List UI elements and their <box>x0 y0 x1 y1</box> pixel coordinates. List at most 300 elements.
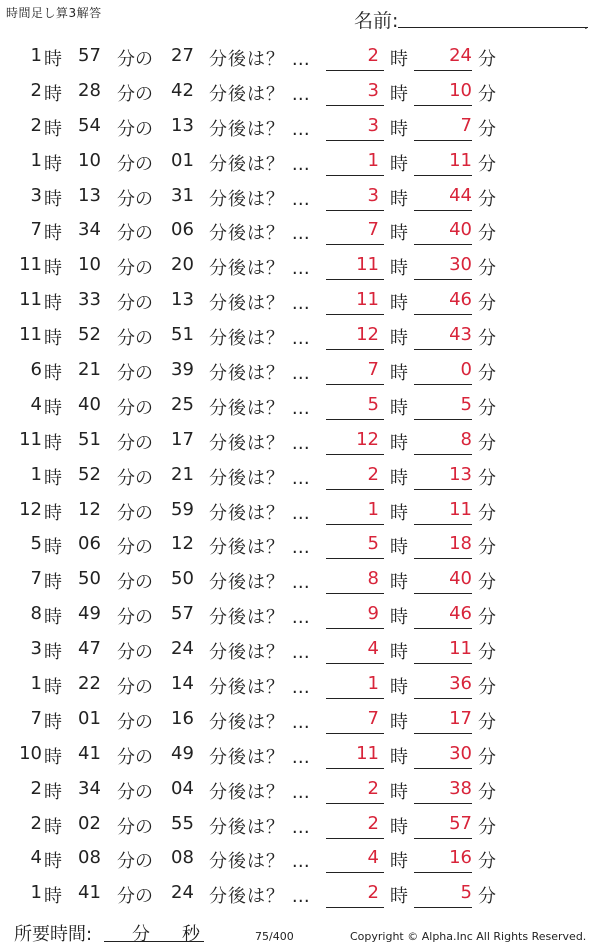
answer-minute-line[interactable] <box>414 907 472 908</box>
problem-row <box>0 214 600 249</box>
answer-hour-line[interactable] <box>326 175 384 176</box>
minutes-later-label: 分後は？ … <box>209 816 311 838</box>
answer-hour-line[interactable] <box>326 907 384 908</box>
copyright-text: Copyright © Alpha.Inc All Rights Reserved. <box>350 930 587 943</box>
answer-minute-line[interactable] <box>414 384 472 385</box>
answer-hour: 8 <box>367 568 379 590</box>
answer-hour-unit: 時 <box>390 83 408 105</box>
hour-unit: 時 <box>44 467 62 489</box>
minutes-later-label: 分後は？ … <box>209 467 311 489</box>
start-minute: 28 <box>78 79 101 101</box>
answer-minute-line[interactable] <box>414 105 472 106</box>
answer-hour-line[interactable] <box>326 70 384 71</box>
hour-unit: 時 <box>44 502 62 524</box>
added-minutes: 20 <box>171 254 194 276</box>
problem-row <box>0 110 600 145</box>
answer-hour-line[interactable] <box>326 210 384 211</box>
answer-hour: 12 <box>356 428 379 450</box>
hour-unit: 時 <box>44 432 62 454</box>
minute-of-label: 分の <box>117 188 153 210</box>
start-minute: 52 <box>78 463 101 485</box>
answer-minute: 57 <box>449 812 472 834</box>
minute-of-label: 分の <box>117 153 153 175</box>
answer-hour-line[interactable] <box>326 349 384 350</box>
answer-minute-line[interactable] <box>414 838 472 839</box>
answer-minute: 16 <box>449 847 472 869</box>
answer-minute-line[interactable] <box>414 628 472 629</box>
start-hour: 12 <box>19 498 42 520</box>
added-minutes: 59 <box>171 498 194 520</box>
answer-hour-line[interactable] <box>326 698 384 699</box>
added-minutes: 24 <box>171 638 194 660</box>
minutes-later-label: 分後は？ … <box>209 293 311 315</box>
answer-minute-line[interactable] <box>414 175 472 176</box>
start-hour: 11 <box>19 254 42 276</box>
answer-hour-unit: 時 <box>390 363 408 385</box>
answer-minute-unit: 分 <box>478 642 496 664</box>
start-hour: 7 <box>30 219 42 241</box>
answer-hour-unit: 時 <box>390 537 408 559</box>
answer-hour-unit: 時 <box>390 607 408 629</box>
answer-hour-line[interactable] <box>326 419 384 420</box>
start-hour: 3 <box>30 184 42 206</box>
problem-row <box>0 773 600 808</box>
added-minutes: 16 <box>171 707 194 729</box>
answer-hour-line[interactable] <box>326 384 384 385</box>
answer-minute-line[interactable] <box>414 524 472 525</box>
answer-minute-unit: 分 <box>478 223 496 245</box>
added-minutes: 12 <box>171 533 194 555</box>
problem-row <box>0 877 600 912</box>
problem-row <box>0 738 600 773</box>
minutes-later-label: 分後は？ … <box>209 188 311 210</box>
minutes-later-label: 分後は？ … <box>209 432 311 454</box>
start-hour: 7 <box>30 568 42 590</box>
minutes-later-label: 分後は？ … <box>209 118 311 140</box>
answer-hour: 2 <box>367 777 379 799</box>
answer-minute-line[interactable] <box>414 663 472 664</box>
answer-hour-unit: 時 <box>390 572 408 594</box>
hour-unit: 時 <box>44 572 62 594</box>
start-minute: 57 <box>78 45 101 66</box>
answer-hour: 5 <box>367 533 379 555</box>
problem-row <box>0 180 600 215</box>
hour-unit: 時 <box>44 328 62 350</box>
answer-minute-unit: 分 <box>478 851 496 873</box>
answer-hour-unit: 時 <box>390 293 408 315</box>
name-field-line[interactable] <box>398 27 588 28</box>
answer-minute-unit: 分 <box>478 816 496 838</box>
answer-minute-unit: 分 <box>478 711 496 733</box>
answer-minute-line[interactable] <box>414 698 472 699</box>
added-minutes: 17 <box>171 428 194 450</box>
answer-hour-line[interactable] <box>326 524 384 525</box>
answer-minute-line[interactable] <box>414 768 472 769</box>
hour-unit: 時 <box>44 258 62 280</box>
answer-hour-line[interactable] <box>326 838 384 839</box>
answer-hour: 1 <box>367 673 379 695</box>
start-minute: 33 <box>78 289 101 311</box>
start-minute: 50 <box>78 568 101 590</box>
answer-hour: 2 <box>367 463 379 485</box>
minute-of-label: 分の <box>117 328 153 350</box>
name-end-mark: . <box>584 18 588 32</box>
answer-minute-line[interactable] <box>414 558 472 559</box>
start-hour: 10 <box>19 742 42 764</box>
answer-hour-unit: 時 <box>390 153 408 175</box>
minute-of-label: 分の <box>117 886 153 908</box>
added-minutes: 51 <box>171 324 194 346</box>
answer-minute: 10 <box>449 79 472 101</box>
answer-minute-unit: 分 <box>478 502 496 524</box>
time-required-label: 所要時間: <box>14 924 93 945</box>
hour-unit: 時 <box>44 188 62 210</box>
added-minutes: 50 <box>171 568 194 590</box>
start-hour: 1 <box>30 45 42 66</box>
problem-row <box>0 668 600 703</box>
hour-unit: 時 <box>44 363 62 385</box>
answer-hour: 4 <box>367 847 379 869</box>
answer-minute-unit: 分 <box>478 677 496 699</box>
answer-minute-unit: 分 <box>478 537 496 559</box>
minute-of-label: 分の <box>117 607 153 629</box>
added-minutes: 57 <box>171 603 194 625</box>
answer-minute-line[interactable] <box>414 454 472 455</box>
answer-minute-line[interactable] <box>414 872 472 873</box>
answer-minute: 30 <box>449 742 472 764</box>
start-minute: 34 <box>78 777 101 799</box>
minutes-later-label: 分後は？ … <box>209 607 311 629</box>
answer-minute-line[interactable] <box>414 593 472 594</box>
answer-hour: 1 <box>367 498 379 520</box>
answer-hour-unit: 時 <box>390 432 408 454</box>
minutes-later-label: 分後は？ … <box>209 886 311 908</box>
answer-hour-unit: 時 <box>390 188 408 210</box>
answer-minute: 13 <box>449 463 472 485</box>
start-hour: 4 <box>30 393 42 415</box>
minute-of-label: 分の <box>117 363 153 385</box>
time-minutes-unit: 分 <box>132 924 150 945</box>
start-minute: 47 <box>78 638 101 660</box>
minute-of-label: 分の <box>117 677 153 699</box>
answer-hour: 7 <box>367 707 379 729</box>
start-hour: 11 <box>19 289 42 311</box>
answer-hour-unit: 時 <box>390 711 408 733</box>
start-hour: 11 <box>19 428 42 450</box>
answer-hour-unit: 時 <box>390 886 408 908</box>
start-minute: 34 <box>78 219 101 241</box>
answer-minute: 0 <box>460 359 472 381</box>
answer-minute-unit: 分 <box>478 397 496 419</box>
hour-unit: 時 <box>44 711 62 733</box>
answer-hour: 3 <box>367 79 379 101</box>
minute-of-label: 分の <box>117 83 153 105</box>
answer-minute: 8 <box>460 428 472 450</box>
answer-hour-line[interactable] <box>326 733 384 734</box>
start-hour: 4 <box>30 847 42 869</box>
hour-unit: 時 <box>44 83 62 105</box>
answer-minute: 46 <box>449 289 472 311</box>
answer-hour-unit: 時 <box>390 49 408 70</box>
answer-minute-line[interactable] <box>414 489 472 490</box>
hour-unit: 時 <box>44 397 62 419</box>
answer-hour-unit: 時 <box>390 746 408 768</box>
answer-minute-unit: 分 <box>478 781 496 803</box>
hour-unit: 時 <box>44 851 62 873</box>
answer-minute-unit: 分 <box>478 118 496 140</box>
problem-row <box>0 842 600 877</box>
answer-minute: 5 <box>460 882 472 904</box>
minute-of-label: 分の <box>117 537 153 559</box>
answer-hour-unit: 時 <box>390 328 408 350</box>
answer-hour-line[interactable] <box>326 872 384 873</box>
answer-hour-line[interactable] <box>326 803 384 804</box>
minutes-later-label: 分後は？ … <box>209 153 311 175</box>
problem-row <box>0 389 600 424</box>
answer-hour: 11 <box>356 289 379 311</box>
problem-list <box>0 40 600 912</box>
added-minutes: 01 <box>171 149 194 171</box>
problem-row <box>0 633 600 668</box>
minutes-later-label: 分後は？ … <box>209 677 311 699</box>
minute-of-label: 分の <box>117 711 153 733</box>
answer-minute: 40 <box>449 568 472 590</box>
answer-minute: 46 <box>449 603 472 625</box>
answer-minute-line[interactable] <box>414 70 472 71</box>
answer-minute-line[interactable] <box>414 349 472 350</box>
answer-hour-line[interactable] <box>326 663 384 664</box>
minute-of-label: 分の <box>117 572 153 594</box>
problem-row <box>0 249 600 284</box>
start-minute: 22 <box>78 673 101 695</box>
answer-minute-line[interactable] <box>414 140 472 141</box>
start-minute: 01 <box>78 707 101 729</box>
answer-hour-unit: 時 <box>390 816 408 838</box>
start-hour: 5 <box>30 533 42 555</box>
answer-hour-unit: 時 <box>390 502 408 524</box>
answer-hour-line[interactable] <box>326 314 384 315</box>
start-minute: 49 <box>78 603 101 625</box>
start-minute: 10 <box>78 149 101 171</box>
answer-hour-line[interactable] <box>326 454 384 455</box>
answer-minute: 11 <box>449 638 472 660</box>
minutes-later-label: 分後は？ … <box>209 537 311 559</box>
minute-of-label: 分の <box>117 746 153 768</box>
answer-hour-unit: 時 <box>390 118 408 140</box>
answer-hour: 7 <box>367 359 379 381</box>
answer-hour: 2 <box>367 882 379 904</box>
problem-row <box>0 808 600 843</box>
answer-hour-line[interactable] <box>326 105 384 106</box>
start-hour: 2 <box>30 79 42 101</box>
start-hour: 3 <box>30 638 42 660</box>
answer-minute-unit: 分 <box>478 328 496 350</box>
minute-of-label: 分の <box>117 223 153 245</box>
start-hour: 1 <box>30 882 42 904</box>
answer-hour-line[interactable] <box>326 558 384 559</box>
hour-unit: 時 <box>44 537 62 559</box>
answer-hour-unit: 時 <box>390 677 408 699</box>
minute-of-label: 分の <box>117 293 153 315</box>
start-hour: 2 <box>30 114 42 136</box>
minutes-later-label: 分後は？ … <box>209 642 311 664</box>
problem-row <box>0 494 600 529</box>
answer-minute-unit: 分 <box>478 258 496 280</box>
problem-row <box>0 354 600 389</box>
answer-minute: 24 <box>449 45 472 66</box>
answer-minute: 30 <box>449 254 472 276</box>
added-minutes: 14 <box>171 673 194 695</box>
problem-row <box>0 528 600 563</box>
minutes-later-label: 分後は？ … <box>209 83 311 105</box>
answer-minute-line[interactable] <box>414 314 472 315</box>
answer-minute: 40 <box>449 219 472 241</box>
answer-minute-line[interactable] <box>414 244 472 245</box>
start-minute: 10 <box>78 254 101 276</box>
answer-hour: 5 <box>367 393 379 415</box>
minute-of-label: 分の <box>117 118 153 140</box>
minutes-later-label: 分後は？ … <box>209 363 311 385</box>
start-hour: 1 <box>30 673 42 695</box>
start-minute: 13 <box>78 184 101 206</box>
answer-minute: 11 <box>449 149 472 171</box>
answer-minute-line[interactable] <box>414 419 472 420</box>
answer-minute: 7 <box>460 114 472 136</box>
answer-hour-unit: 時 <box>390 223 408 245</box>
problem-row <box>0 459 600 494</box>
minutes-later-label: 分後は？ … <box>209 223 311 245</box>
added-minutes: 39 <box>171 359 194 381</box>
minute-of-label: 分の <box>117 397 153 419</box>
hour-unit: 時 <box>44 293 62 315</box>
hour-unit: 時 <box>44 677 62 699</box>
added-minutes: 25 <box>171 393 194 415</box>
answer-minute: 18 <box>449 533 472 555</box>
problem-row <box>0 563 600 598</box>
problem-row <box>0 40 600 75</box>
answer-minute-unit: 分 <box>478 467 496 489</box>
answer-minute: 44 <box>449 184 472 206</box>
start-hour: 2 <box>30 812 42 834</box>
answer-hour: 9 <box>367 603 379 625</box>
answer-hour-line[interactable] <box>326 489 384 490</box>
problem-row <box>0 145 600 180</box>
answer-hour: 2 <box>367 812 379 834</box>
minutes-later-label: 分後は？ … <box>209 781 311 803</box>
answer-hour: 4 <box>367 638 379 660</box>
added-minutes: 31 <box>171 184 194 206</box>
start-minute: 41 <box>78 882 101 904</box>
answer-minute-unit: 分 <box>478 83 496 105</box>
answer-hour-unit: 時 <box>390 397 408 419</box>
answer-hour-unit: 時 <box>390 642 408 664</box>
answer-minute-unit: 分 <box>478 572 496 594</box>
added-minutes: 24 <box>171 882 194 904</box>
hour-unit: 時 <box>44 746 62 768</box>
worksheet-title: 時間足し算3解答 <box>6 6 102 20</box>
answer-minute-unit: 分 <box>478 293 496 315</box>
problem-row <box>0 598 600 633</box>
time-seconds-unit: 秒 <box>182 924 200 945</box>
minute-of-label: 分の <box>117 781 153 803</box>
minute-of-label: 分の <box>117 816 153 838</box>
added-minutes: 27 <box>171 45 194 66</box>
answer-hour-line[interactable] <box>326 140 384 141</box>
added-minutes: 08 <box>171 847 194 869</box>
added-minutes: 13 <box>171 289 194 311</box>
answer-minute-unit: 分 <box>478 363 496 385</box>
hour-unit: 時 <box>44 781 62 803</box>
answer-minute: 11 <box>449 498 472 520</box>
hour-unit: 時 <box>44 816 62 838</box>
minute-of-label: 分の <box>117 642 153 664</box>
hour-unit: 時 <box>44 153 62 175</box>
answer-minute-unit: 分 <box>478 746 496 768</box>
hour-unit: 時 <box>44 223 62 245</box>
start-minute: 08 <box>78 847 101 869</box>
added-minutes: 42 <box>171 79 194 101</box>
answer-hour: 3 <box>367 184 379 206</box>
answer-hour-unit: 時 <box>390 467 408 489</box>
hour-unit: 時 <box>44 49 62 70</box>
start-hour: 1 <box>30 149 42 171</box>
start-hour: 6 <box>30 359 42 381</box>
minutes-later-label: 分後は？ … <box>209 258 311 280</box>
minutes-later-label: 分後は？ … <box>209 502 311 524</box>
problem-row <box>0 284 600 319</box>
answer-minute-line[interactable] <box>414 210 472 211</box>
start-minute: 40 <box>78 393 101 415</box>
answer-minute-line[interactable] <box>414 279 472 280</box>
minutes-later-label: 分後は？ … <box>209 711 311 733</box>
answer-hour-line[interactable] <box>326 593 384 594</box>
answer-hour-line[interactable] <box>326 279 384 280</box>
answer-hour-line[interactable] <box>326 768 384 769</box>
answer-minute-line[interactable] <box>414 803 472 804</box>
problem-row <box>0 703 600 738</box>
start-minute: 54 <box>78 114 101 136</box>
answer-hour-unit: 時 <box>390 851 408 873</box>
answer-hour: 11 <box>356 254 379 276</box>
minute-of-label: 分の <box>117 502 153 524</box>
start-hour: 2 <box>30 777 42 799</box>
problem-row <box>0 424 600 459</box>
start-minute: 12 <box>78 498 101 520</box>
minutes-later-label: 分後は？ … <box>209 572 311 594</box>
hour-unit: 時 <box>44 886 62 908</box>
minutes-later-label: 分後は？ … <box>209 746 311 768</box>
start-hour: 1 <box>30 463 42 485</box>
answer-hour: 2 <box>367 45 379 66</box>
answer-hour: 12 <box>356 324 379 346</box>
minute-of-label: 分の <box>117 851 153 873</box>
answer-hour-line[interactable] <box>326 244 384 245</box>
answer-minute: 38 <box>449 777 472 799</box>
start-minute: 06 <box>78 533 101 555</box>
answer-hour: 3 <box>367 114 379 136</box>
answer-hour: 11 <box>356 742 379 764</box>
answer-minute-line[interactable] <box>414 733 472 734</box>
answer-minute-unit: 分 <box>478 607 496 629</box>
start-minute: 41 <box>78 742 101 764</box>
start-minute: 21 <box>78 359 101 381</box>
added-minutes: 55 <box>171 812 194 834</box>
answer-hour-line[interactable] <box>326 628 384 629</box>
answer-minute-unit: 分 <box>478 432 496 454</box>
hour-unit: 時 <box>44 642 62 664</box>
problem-row <box>0 319 600 354</box>
answer-minute-unit: 分 <box>478 153 496 175</box>
